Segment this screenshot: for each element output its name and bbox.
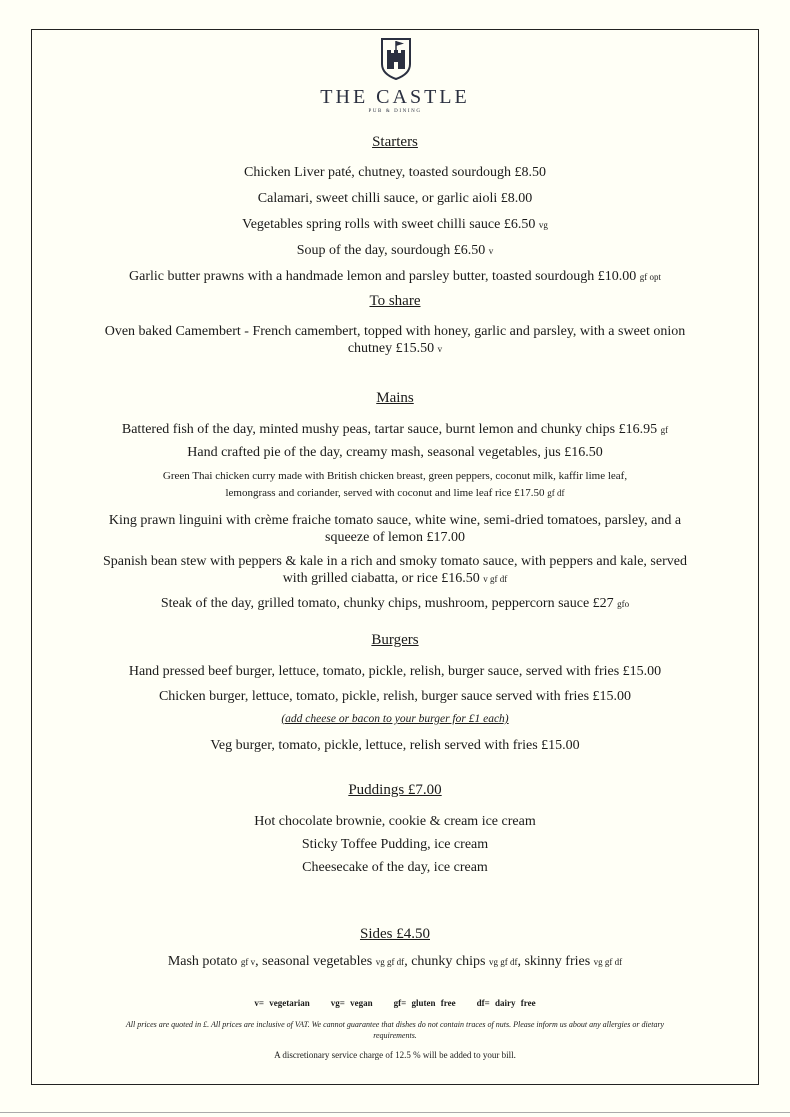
main-item: Hand crafted pie of the day, creamy mash, seasonal vegetables, jus £16.50 [187, 445, 603, 460]
dietary-tag: v [437, 344, 443, 354]
pudding-item: Sticky Toffee Pudding, ice cream [301, 837, 489, 852]
pudding-item: Hot chocolate brownie, cookie & cream ice cream [254, 814, 536, 829]
sides-list: Mash potato gf v, seasonal vegetables vg gf df, chunky chips vg gf df, skinny fries vg gf df [167, 954, 623, 969]
burger-item: Hand pressed beef burger, lettuce, tomato, pickle, relish, burger sauce, served with fries £15.00 [128, 664, 662, 679]
burger-item: Chicken burger, lettuce, tomato, pickle, relish, burger sauce served with fries £15.00 [158, 689, 632, 704]
main-item: Spanish bean stew with peppers & kale in a rich and smoky tomato sauce, with peppers and kale, served with grilled ciabatta, or rice £16.50 v gf df [103, 554, 687, 586]
dietary-tag: vg [538, 220, 548, 230]
page-edge-divider [0, 1112, 790, 1113]
castle-shield-icon [380, 38, 412, 80]
dietary-tag: gf [660, 425, 669, 435]
price-disclaimer: All prices are quoted in £. All prices are inclusive of VAT. We cannot guarantee that dishes do not contain traces of nuts. Please inform us about any allergies or dietary requirements. [125, 1020, 665, 1040]
mains-heading: Mains [376, 390, 414, 406]
puddings-heading: Puddings £7.00 [348, 782, 442, 798]
main-item: King prawn linguini with crème fraiche tomato sauce, white wine, semi-dried tomatoes, parsley, and a squeeze of lemon £17.00 [108, 513, 682, 545]
pudding-item: Cheesecake of the day, ice cream [302, 860, 488, 875]
burger-addon-note: (add cheese or bacon to your burger for £1 each) [281, 713, 509, 725]
dietary-tag: gf df [547, 488, 565, 498]
main-item: Battered fish of the day, minted mushy peas, tartar sauce, burnt lemon and chunky chips £16.95 gf [121, 422, 669, 437]
starter-item: Calamari, sweet chilli sauce, or garlic aioli £8.00 [257, 191, 533, 206]
dietary-tag: v gf df [483, 574, 508, 584]
starter-item: Garlic butter prawns with a handmade lemon and parsley butter, toasted sourdough £10.00 gf opt [129, 269, 661, 284]
dietary-tag: vg gf df [375, 957, 405, 967]
dietary-legend: v= vegetarian vg= vegan gf= gluten free df= dairy free [254, 998, 536, 1008]
main-item: Steak of the day, grilled tomato, chunky chips, mushroom, peppercorn sauce £27 gfo [160, 596, 630, 611]
sides-heading: Sides £4.50 [359, 926, 430, 942]
starter-item: Chicken Liver paté, chutney, toasted sourdough £8.50 [244, 165, 546, 180]
starter-item: Soup of the day, sourdough £6.50 v [296, 243, 494, 258]
brand-name: THE CASTLE [320, 86, 470, 108]
starters-heading: Starters [372, 134, 418, 150]
starter-item: Vegetables spring rolls with sweet chilli sauce £6.50 vg [242, 217, 548, 232]
to-share-heading: To share [369, 293, 421, 309]
dietary-tag: vg gf df [593, 957, 623, 967]
dietary-tag: gf v [240, 957, 256, 967]
burger-item: Veg burger, tomato, pickle, lettuce, relish served with fries £15.00 [210, 738, 580, 753]
dietary-tag: gfo [617, 599, 630, 609]
dietary-tag: gf opt [639, 272, 661, 282]
burgers-heading: Burgers [371, 632, 419, 648]
dietary-tag: v [488, 246, 494, 256]
service-charge-note: A discretionary service charge of 12.5 % will be added to your bill. [274, 1050, 516, 1060]
main-item: Green Thai chicken curry made with British chicken breast, green peppers, coconut milk, kaffir lime leaf, lemongrass and coriander, served with coconut and lime leaf rice £17.50 gf df [162, 470, 628, 499]
share-item: Oven baked Camembert - French camembert, topped with honey, garlic and parsley, with a sweet onion chutney £15.50 v [104, 324, 686, 356]
dietary-tag: vg gf df [488, 957, 518, 967]
brand-tagline: PUB & DINING [368, 109, 422, 114]
